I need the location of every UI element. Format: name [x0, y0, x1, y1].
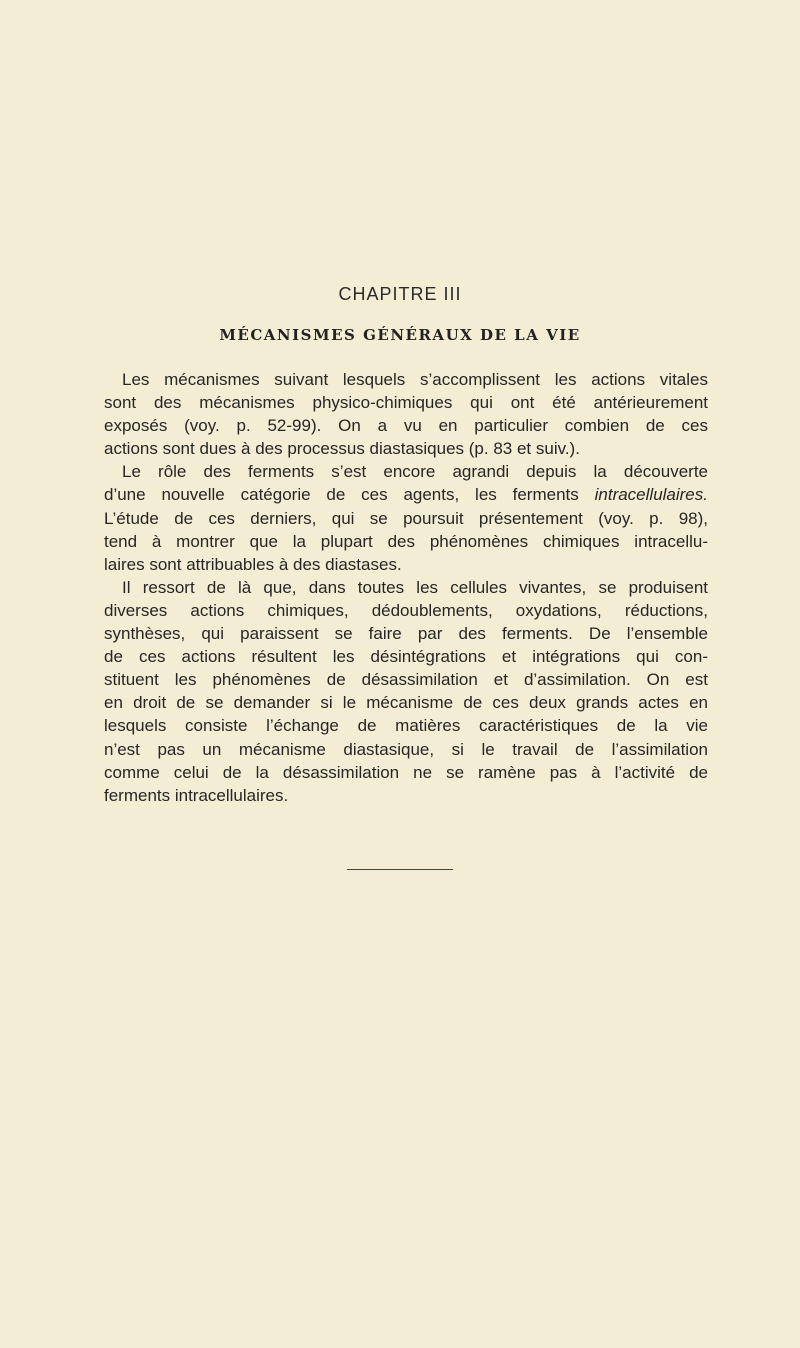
- chapter-title: MÉCANISMES GÉNÉRAUX DE LA VIE: [219, 326, 581, 344]
- text-line: L’étude de ces derniers, qui se poursuit présentement (voy. p. 98),: [104, 508, 708, 528]
- text-line: actions sont dues à des processus diastasiques (p. 83 et suiv.).: [104, 439, 580, 459]
- text-line: Il ressort de là que, dans toutes les cellules vivantes, se produisent: [122, 577, 708, 597]
- text-line: stituent les phénomènes de désassimilation et d’assimilation. On est: [104, 670, 708, 690]
- text-line: diverses actions chimiques, dédoublements, oxydations, réductions,: [104, 600, 708, 620]
- text-line: d’une nouvelle catégorie de ces agents, les ferments intracellulaires.: [104, 485, 708, 505]
- text-line: Les mécanismes suivant lesquels s’accomplissent les actions vitales: [122, 370, 708, 389]
- chapter-body: [104, 368, 708, 807]
- text-line: de ces actions résultent les désintégrations et intégrations qui con-: [104, 647, 708, 667]
- text-line: en droit de se demander si le mécanisme de ces deux grands actes en: [104, 693, 708, 713]
- section-divider: [347, 869, 453, 870]
- text-line: exposés (voy. p. 52-99). On a vu en particulier combien de ces: [104, 416, 708, 436]
- text-line: Le rôle des ferments s’est encore agrandi depuis la découverte: [122, 462, 708, 482]
- text-line: ferments intracellulaires.: [104, 785, 289, 805]
- text-line: synthèses, qui paraissent se faire par des ferments. De l’ensemble: [104, 624, 708, 644]
- text-line: laires sont attribuables à des diastases.: [104, 554, 402, 574]
- chapter-number: CHAPITRE III: [338, 284, 462, 304]
- text-line: tend à montrer que la plupart des phénomènes chimiques intracellu-: [104, 531, 708, 551]
- text-line: lesquels consiste l’échange de matières caractéristiques de la vie: [104, 716, 708, 736]
- text-line: comme celui de la désassimilation ne se ramène pas à l’activité de: [104, 762, 708, 782]
- italic-term: intracellulaires.: [594, 485, 708, 505]
- text-line: n’est pas un mécanisme diastasique, si le travail de l’assimilation: [104, 739, 708, 759]
- text-line: sont des mécanismes physico-chimiques qui ont été antérieurement: [104, 393, 708, 413]
